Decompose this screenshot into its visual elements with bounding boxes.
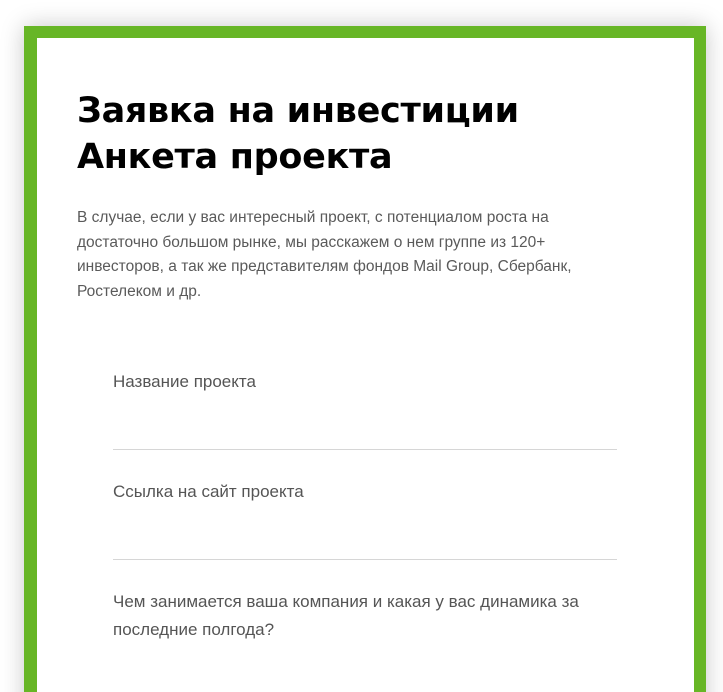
- project-url-label: Ссылка на сайт проекта: [113, 482, 304, 501]
- form-title: [77, 88, 519, 180]
- company-activity-label: Чем занимается ваша компания и какая у вас динамика за последние полгода?: [113, 592, 579, 639]
- company-activity-field: [113, 588, 617, 644]
- project-url-input[interactable]: [113, 523, 617, 560]
- project-name-input[interactable]: [113, 413, 617, 450]
- form-description: В случае, если у вас интересный проект, с потенциалом роста на достаточно большом рынке, мы расскажем о нем группе из 120+ инвесторов, а так же представителям фондов Mail Group, Сбербанк, Ростелеком и др.: [77, 209, 572, 300]
- project-name-field: [113, 368, 617, 396]
- company-activity-input[interactable]: [113, 688, 617, 692]
- project-name-label: Название проекта: [113, 372, 256, 391]
- form-title-line-1: Заявка на инвестиции: [77, 91, 519, 131]
- project-url-field: [113, 478, 617, 506]
- form-card: [37, 38, 694, 692]
- form-title-line-2: Анкета проекта: [77, 137, 393, 177]
